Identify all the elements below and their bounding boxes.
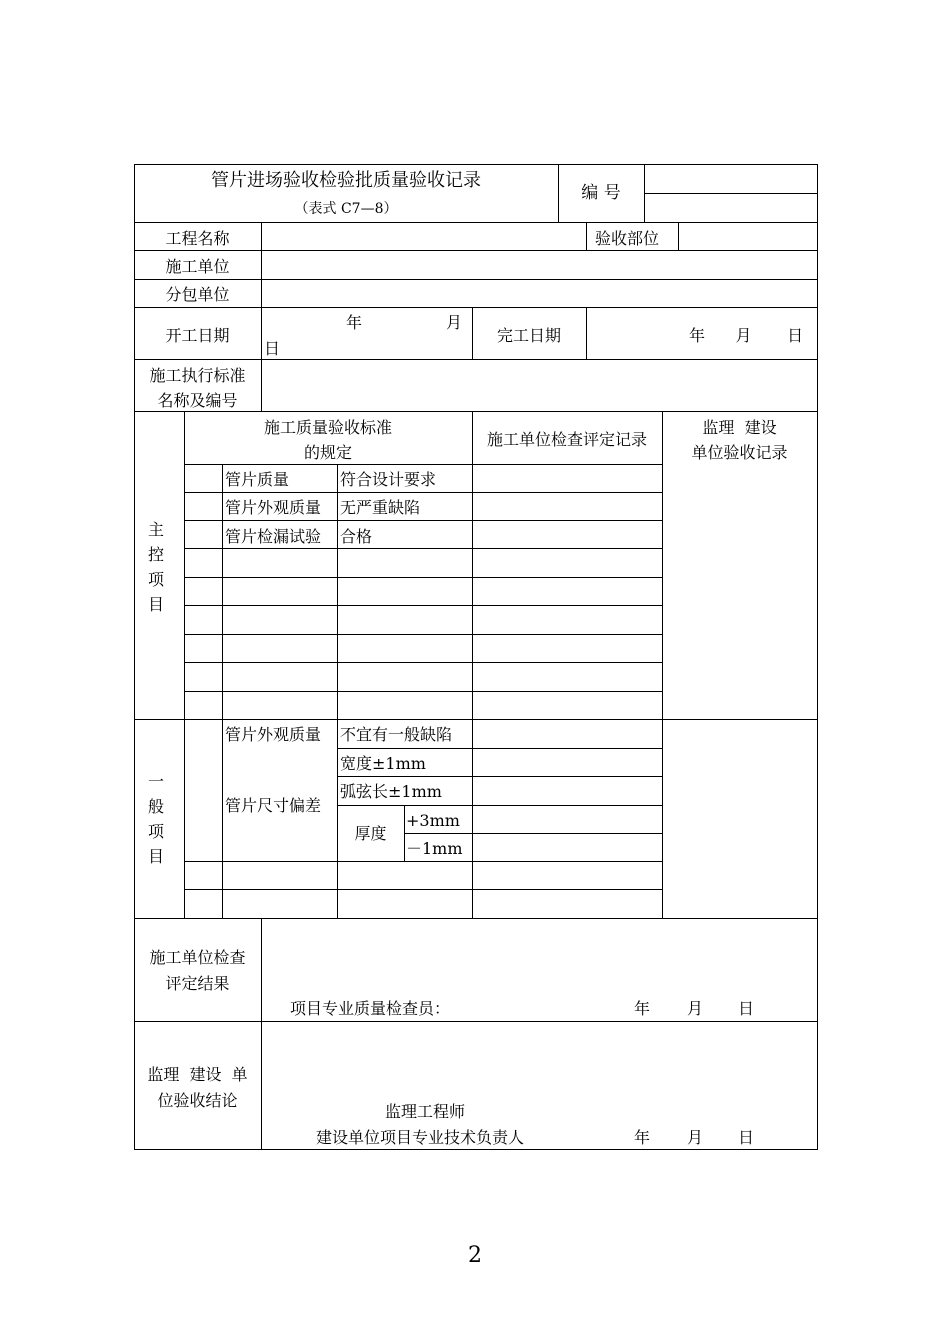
divider	[184, 520, 663, 521]
supervision-result-day: 日	[738, 1128, 755, 1147]
divider	[184, 691, 663, 692]
label-char: 目	[147, 847, 164, 866]
divider	[184, 464, 663, 465]
subcontract-unit-label: 分包单位	[165, 285, 230, 304]
standard-label: 施工执行标准	[149, 366, 246, 385]
unit-result-year: 年	[634, 999, 651, 1018]
project-name-label: 工程名称	[165, 229, 230, 248]
divider	[337, 748, 663, 749]
label-char: 目	[147, 595, 164, 614]
divider	[184, 577, 663, 578]
divider	[184, 861, 663, 862]
divider	[337, 776, 663, 777]
divider	[134, 719, 818, 720]
start-date-label: 开工日期	[165, 326, 230, 345]
divider	[134, 411, 818, 412]
table-border-top	[134, 164, 818, 165]
divider	[404, 833, 663, 834]
supervision-header: 监理 建设	[702, 418, 777, 437]
divider	[134, 250, 818, 251]
main-item-requirement: 合格	[340, 527, 373, 546]
divider	[134, 1021, 818, 1022]
width-tolerance: 宽度±1mm	[340, 754, 426, 773]
general-item-size: 管片尺寸偏差	[225, 796, 322, 815]
table-border-left	[134, 164, 135, 1150]
label-char: 项	[147, 570, 164, 589]
supervision-result-year: 年	[634, 1128, 651, 1147]
main-item-requirement: 符合设计要求	[340, 470, 437, 489]
thickness-plus: +3mm	[406, 811, 460, 830]
general-item-appearance: 管片外观质量	[225, 725, 322, 744]
divider	[586, 222, 587, 250]
arc-tolerance: 弧弦长±1mm	[340, 782, 442, 801]
divider	[184, 548, 663, 549]
table-border-bottom	[134, 1149, 818, 1150]
unit-result-label: 施工单位检查	[149, 948, 246, 967]
quality-standard-header-2: 的规定	[303, 443, 352, 462]
divider	[184, 492, 663, 493]
divider	[644, 193, 818, 194]
label-char: 主	[147, 520, 164, 539]
divider	[261, 918, 262, 1150]
divider	[134, 307, 818, 308]
tech-lead-label: 建设单位项目专业技术负责人	[316, 1128, 525, 1147]
label-char: 控	[147, 545, 164, 564]
main-item-name: 管片外观质量	[225, 498, 322, 517]
divider	[134, 359, 818, 360]
divider	[586, 307, 587, 359]
label-char: 项	[147, 822, 164, 841]
divider	[134, 918, 818, 919]
divider	[184, 605, 663, 606]
divider	[134, 279, 818, 280]
finish-date-value: 年 月 日	[689, 326, 804, 345]
finish-date-label: 完工日期	[496, 326, 561, 345]
general-item-appearance-requirement: 不宜有一般缺陷	[340, 725, 453, 744]
number-label: 编 号	[581, 183, 621, 203]
label-char: 般	[147, 797, 164, 816]
main-item-requirement: 无严重缺陷	[340, 498, 421, 517]
divider	[678, 222, 679, 250]
divider	[261, 222, 262, 411]
table-border-right	[817, 164, 818, 1150]
unit-result-month: 月	[687, 999, 704, 1018]
main-item-name: 管片检漏试验	[225, 527, 322, 546]
divider	[662, 411, 663, 918]
unit-result-day: 日	[738, 999, 755, 1018]
supervision-result-label-2: 位验收结论	[157, 1091, 238, 1110]
supervision-result-label: 监理 建设 单	[147, 1065, 248, 1084]
main-items-label	[146, 517, 166, 617]
main-item-name: 管片质量	[225, 470, 290, 489]
thickness-label: 厚度	[354, 824, 387, 843]
supervision-header-2: 单位验收记录	[691, 443, 788, 462]
divider	[134, 222, 818, 223]
quality-inspector-label: 项目专业质量检查员：	[290, 999, 451, 1018]
start-date-day: 日	[264, 339, 281, 358]
form-title: 管片进场验收检验批质量验收记录	[211, 170, 481, 191]
page-number: 2	[468, 1243, 482, 1268]
construction-unit-label: 施工单位	[165, 257, 230, 276]
divider	[184, 634, 663, 635]
divider	[184, 411, 185, 918]
standard-label-2: 名称及编号	[157, 391, 238, 410]
divider	[184, 889, 663, 890]
start-date-year: 年	[346, 313, 363, 332]
label-char: 一	[147, 772, 164, 791]
supervising-engineer-label: 监理工程师	[385, 1102, 466, 1121]
divider	[184, 662, 663, 663]
divider	[337, 805, 663, 806]
form-code: （表式 C7—8）	[294, 201, 398, 217]
general-items-label	[146, 769, 166, 869]
acceptance-part-label: 验收部位	[595, 229, 660, 248]
unit-check-record-header: 施工单位检查评定记录	[486, 430, 647, 449]
unit-result-label-2: 评定结果	[165, 974, 230, 993]
start-date-month: 月	[446, 313, 463, 332]
quality-standard-header: 施工质量验收标准	[263, 418, 392, 437]
divider	[472, 411, 473, 918]
supervision-result-month: 月	[687, 1128, 704, 1147]
thickness-minus: －1mm	[406, 839, 463, 858]
